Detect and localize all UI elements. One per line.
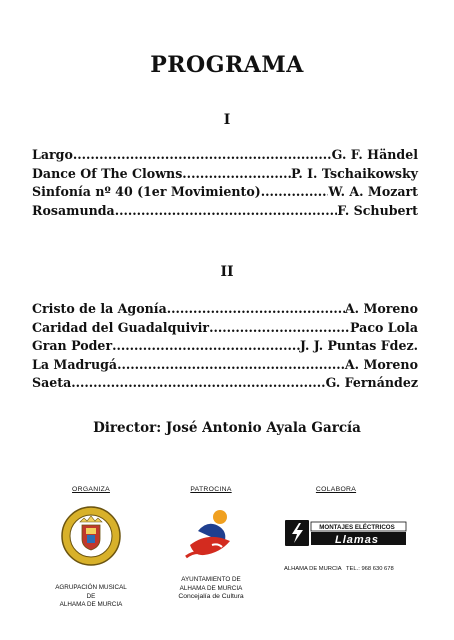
leader-dots [117,356,345,375]
sponsor-colabora [280,486,420,493]
municipal-band-seal-logo [60,505,122,567]
sponsor-organiza [36,486,146,610]
piece-title: Caridad del Guadalquivir [32,319,210,335]
company-city: ALHAMA DE MURCIA [284,566,342,572]
sponsor-heading: ORGANIZA [72,486,110,493]
piece-title: Largo [32,147,73,162]
leader-dots [115,202,337,221]
program-row [32,146,418,165]
piece-title: La Madrugá [32,356,118,372]
leader-dots [261,183,329,202]
composer-name: P. I. Tschaikowsky [291,165,418,181]
sponsor-caption-line: AGRUPACIÓN MUSICAL [55,584,127,591]
company-logo-name: Llamas [335,534,379,546]
director-credit: Director: José Antonio Ayala García [93,420,361,436]
sponsor-caption-line: DE [86,592,96,600]
section-heading-1: I [223,112,231,128]
leader-dots [71,374,325,393]
leader-dots [73,146,332,165]
composer-name: W. A. Mozart [328,184,418,200]
composer-name: A. Moreno [344,301,418,316]
sponsor-caption-line: ALHAMA DE MURCIA [179,584,243,592]
piece-title: Rosamunda [32,202,115,218]
program-row [32,202,418,221]
composer-name: G. Fernández [325,375,418,391]
sponsor-heading: PATROCINA [190,486,232,493]
leader-dots [209,319,350,338]
company-logo-tagline: MONTAJES ELÉCTRICOS [319,524,395,531]
program-list-2 [32,300,418,393]
piece-title: Dance Of The Clowns [32,165,183,181]
program-row [32,165,418,184]
composer-name: G. F. Händel [331,147,418,162]
piece-title: Gran Poder [32,338,113,354]
program-row [32,319,418,338]
program-row [32,337,418,356]
program-row [32,183,418,202]
composer-name: A. Moreno [344,356,418,372]
town-hall-logo [176,505,246,567]
sponsor-caption-line: Concejalía de Cultura [178,593,244,600]
program-list-1 [32,146,418,220]
company-phone: TEL.: 968 630 678 [346,566,394,572]
leader-dots [112,337,300,356]
sponsor-patrocina [156,486,266,602]
piece-title: Cristo de la Agonía [32,301,167,316]
composer-name: F. Schubert [337,202,418,218]
piece-title: Saeta [32,375,72,391]
program-row [32,356,418,375]
page-title: PROGRAMA [150,52,304,78]
sponsor-caption-line: ALHAMA DE MURCIA [59,601,123,608]
composer-name: Paco Lola [350,319,418,335]
program-row [32,374,418,393]
leader-dots [167,300,345,319]
sponsor-heading: COLABORA [315,486,357,493]
composer-name: J. J. Puntas Fdez. [299,338,418,354]
section-heading-2: II [220,264,234,280]
sponsor-caption-line: AYUNTAMIENTO DE [181,576,241,583]
piece-title: Sinfonía nº 40 (1er Movimiento) [32,184,261,200]
leader-dots [182,165,291,184]
program-row [32,300,418,319]
